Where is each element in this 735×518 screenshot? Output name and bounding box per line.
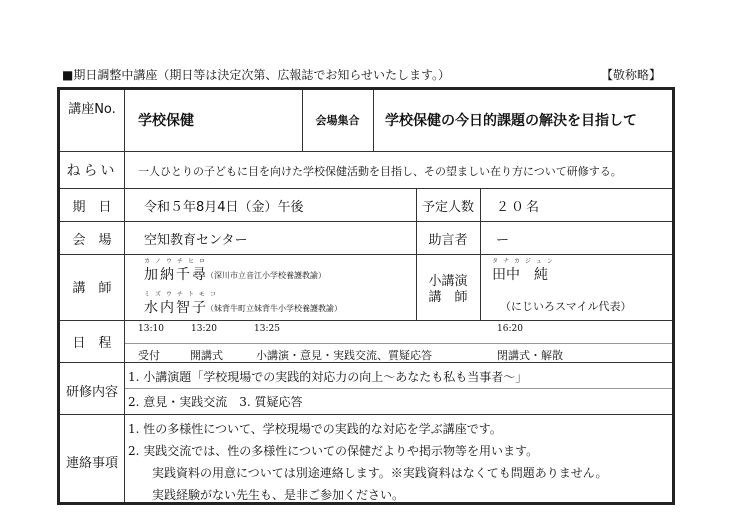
- instructor1-affiliation: （深川市立音江小学校養護教諭）: [206, 271, 326, 280]
- aim-label: ねらい: [66, 163, 118, 179]
- schedule-item-4: 閉講式・解散: [497, 349, 563, 362]
- instructor2-ruby: ミズウチトモコ: [144, 291, 222, 298]
- schedule-time-4: 16:20: [497, 324, 523, 334]
- course-no-label: 講座No.: [68, 102, 116, 117]
- row-divider: [60, 188, 672, 189]
- notes-label: 連絡事項: [65, 456, 118, 471]
- capacity-value: ２０名: [496, 200, 542, 215]
- venue-type-label: 会場集合: [315, 114, 360, 127]
- instructor1-ruby: カノウチヒロ: [144, 258, 211, 265]
- schedule-time-2: 13:20: [191, 324, 217, 334]
- row-divider: [60, 320, 672, 321]
- row-divider: [60, 151, 672, 152]
- content-line-2: 2. 意見・実践交流 3. 質疑応答: [128, 395, 303, 409]
- advisor-value: ー: [496, 233, 510, 248]
- header-notice: ■期日調整中講座（期日等は決定次第、広報誌でお知らせいたします。）: [62, 68, 451, 82]
- capacity-label: 予定人数: [421, 200, 474, 215]
- col-divider: [373, 90, 374, 151]
- schedule-item-1: 受付: [138, 349, 160, 362]
- schedule-time-1: 13:10: [138, 324, 164, 334]
- lecturer-name: 田中 純: [492, 267, 548, 283]
- venue-label: 会 場: [72, 233, 112, 248]
- content-label: 研修内容: [65, 385, 118, 400]
- lecture-instructor-label: 講 師: [428, 290, 468, 305]
- schedule-time-3: 13:25: [254, 324, 280, 334]
- aim-text: 一人ひとりの子どもに目を向けた学校保健活動を目指し、その望ましい在り方について研修する。: [138, 165, 622, 178]
- header-honorific-note: 【敬称略】: [601, 68, 662, 82]
- content-line-1: 1. 小講演題「学校現場での実践的対応力の向上～あなたも私も当事者～」: [128, 370, 528, 384]
- row-divider: [60, 221, 672, 222]
- advisor-label: 助言者: [428, 233, 468, 248]
- instructor2-affiliation: （妹背牛町立妹背牛小学校養護教諭）: [206, 304, 342, 313]
- schedule-item-2: 開講式: [190, 349, 223, 362]
- date-value: 令和５年8月4日（金）午後: [144, 200, 304, 215]
- notes-line-4: 実践経験がない先生も、是非ご参加ください。: [152, 488, 405, 502]
- course-name: 学校保健: [138, 113, 194, 129]
- lecturer-ruby: タナカジュン: [492, 258, 558, 265]
- col-divider: [480, 188, 481, 320]
- notes-line-1: 1. 性の多様性について、学校現場での実践的な対応を学ぶ講座です。: [128, 422, 502, 436]
- lecture-label: 小講演: [428, 274, 468, 289]
- lecturer-affiliation: （にじいろスマイル代表）: [500, 300, 632, 313]
- course-table: [57, 87, 675, 505]
- content-divider: [124, 388, 672, 389]
- course-title: 学校保健の今日的課題の解決を目指して: [385, 113, 637, 129]
- row-divider: [60, 414, 672, 415]
- notes-line-2: 2. 実践交流では、性の多様性についての保健だよりや掲示物等を用います。: [128, 444, 539, 458]
- label-column-divider: [124, 90, 125, 502]
- schedule-label: 日 程: [72, 336, 112, 351]
- instructor2-name: 水内智子: [144, 300, 208, 316]
- schedule-item-3: 小講演・意見・実践交流、質疑応答: [256, 349, 432, 362]
- date-label: 期 日: [72, 200, 112, 215]
- instructor1-name: 加納千尋: [144, 267, 208, 283]
- schedule-divider: [124, 343, 672, 344]
- instructor-label: 講 師: [72, 281, 112, 296]
- notes-line-3: 実践資料の用意については別途連絡します。※実践資料はなくても問題ありません。: [152, 466, 608, 480]
- row-divider: [60, 254, 672, 255]
- venue-value: 空知教育センター: [144, 233, 248, 248]
